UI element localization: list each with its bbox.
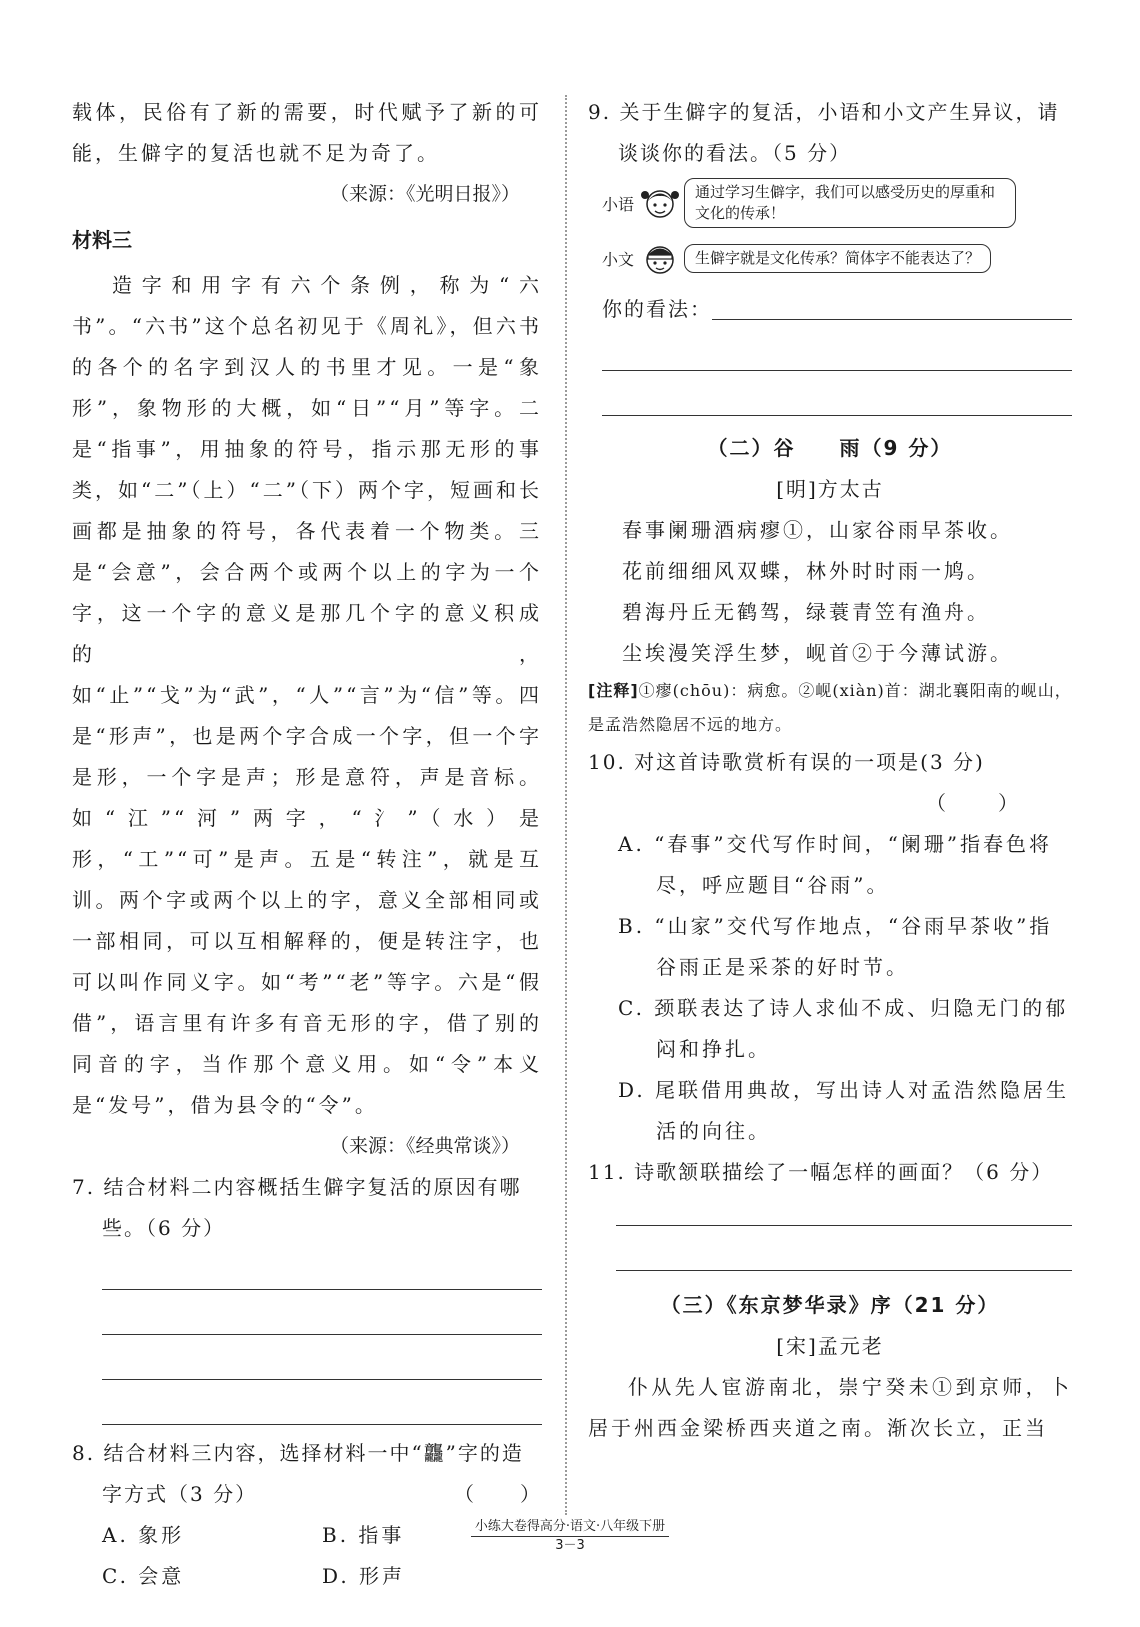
page-footer xyxy=(0,1518,1140,1555)
section3-author: [宋]孟元老 xyxy=(776,1334,884,1358)
question-7: 7. 结合材料二内容概括生僻字复活的原因有哪些。（6 分） xyxy=(72,1175,522,1240)
speaker-name: 小文 xyxy=(602,249,635,269)
q7-answer-area[interactable] xyxy=(72,1249,542,1425)
poem-line: 花前细细风双蝶，林外时时雨一鸠。 xyxy=(622,559,990,583)
page-number: 3－3 xyxy=(555,1538,585,1553)
section3-text: 仆从先人宦游南北，崇宁癸未①到京师，卜居于州西金梁桥西夹道之南。渐次长立，正当 xyxy=(588,1375,1072,1440)
dialog-xiaowen xyxy=(588,238,1072,278)
q8-option-d[interactable]: D. 形声 xyxy=(322,1564,406,1588)
question-8 xyxy=(72,1433,542,1515)
material3-source: （来源：《经典常谈》） xyxy=(329,1135,520,1157)
question-11: 11. 诗歌颔联描绘了一幅怎样的画面？（6 分） xyxy=(588,1160,1054,1184)
q10-answer-paren[interactable]: （ ） xyxy=(926,791,1022,815)
speech-bubble: 通过学习生僻字，我们可以感受历史的厚重和文化的传承！ xyxy=(684,178,1016,228)
question-10: 10. 对这首诗歌赏析有误的一项是(3 分) xyxy=(588,750,985,774)
girl-face-icon xyxy=(640,183,680,223)
poem-line: 春事阑珊酒病瘳①，山家谷雨早茶收。 xyxy=(622,518,1013,542)
q8-option-a[interactable]: A. 象形 xyxy=(102,1523,185,1547)
q11-answer-area[interactable] xyxy=(588,1193,1072,1271)
q10-option-b[interactable]: B. “山家”交代写作地点，“谷雨早茶收”指谷雨正是采茶的好时节。 xyxy=(618,914,1053,979)
speech-bubble: 生僻字就是文化传承？简体字不能表达了？ xyxy=(684,244,991,273)
material2-ending: 载体，民俗有了新的需要，时代赋予了新的可能，生僻字的复活也就不足为奇了。 xyxy=(72,100,542,165)
left-column xyxy=(72,92,542,1597)
section2-title: （二）谷 雨（9 分） xyxy=(707,436,953,460)
q8-options-row-2 xyxy=(72,1556,542,1597)
q8-option-c[interactable]: C. 会意 xyxy=(102,1564,185,1588)
material2-source: （来源：《光明日报》） xyxy=(329,183,520,205)
material3-heading: 材料三 xyxy=(72,228,132,252)
q10-option-c[interactable]: C. 颈联表达了诗人求仙不成、归隐无门的郁闷和挣扎。 xyxy=(618,996,1069,1061)
poem-line: 尘埃漫笑浮生梦，岘首②于今薄试游。 xyxy=(622,641,1013,665)
poem-notes xyxy=(588,674,1072,742)
speaker-name: 小语 xyxy=(602,194,635,214)
q8-answer-paren[interactable]: （ ） xyxy=(454,1482,542,1506)
poem-line: 碧海丹丘无鹤驾，绿蓑青笠有渔舟。 xyxy=(622,600,990,624)
your-view-label: 你的看法： xyxy=(602,297,712,321)
your-view-row xyxy=(588,292,1072,326)
q10-option-a[interactable]: A. “春事”交代写作时间，“阑珊”指春色将尽，呼应题目“谷雨”。 xyxy=(618,832,1053,897)
q8-option-b[interactable]: B. 指事 xyxy=(322,1523,405,1547)
notes-text: ①瘳(chōu)：病愈。②岘(xiàn)首：湖北襄阳南的岘山，是孟浩然隐居不远的地方。 xyxy=(588,681,1072,734)
boy-face-icon xyxy=(640,238,680,278)
right-column xyxy=(588,92,1072,1449)
material3-text: 造字和用字有六个条例，称为“六书”。“六书”这个总名初见于《周礼》，但六书的各个的名字到汉人的书里才见。一是“象形”，象物形的大概，如“日”“月”等字。二是“指事”，用抽象的符号，指示那无形的事类，如“二”（上）“二”（下）两个字，短画和长画都是抽象的符号，各代表着一个物类。三是“会意”，会合两个或两个以上的字为一个字，这一个字的意义是那几个字的意义积成的，如“止”“戈”为“武”，“人”“言”为“信”等。四是“形声”，也是两个字合成一个字，但一个字是形，一个字是声；形是意符，声是音标。如“江”“河”两字，“氵”（水）是形，“工”“可”是声。五是“转注”，就是互训。两个字或两个以上的字，意义全部相同或一部相同，可以互相解释的，便是转注字，也可以叫作同义字。如“考”“老”等字。六是“假借”，语言里有许多有音无形的字，借了别的同音的字，当作那个意义用。如“令”本义是“发号”，借为县令的“令”。 xyxy=(72,273,542,1117)
answer-line[interactable] xyxy=(712,319,1072,320)
section3-title: （三）《东京梦华录》序（21 分） xyxy=(660,1293,1000,1317)
notes-label: [注释] xyxy=(588,681,639,700)
dialog-xiaoyu xyxy=(588,178,1072,228)
section2-author: [明]方太古 xyxy=(776,477,884,501)
footer-title: 小练大卷得高分·语文·八年级下册 xyxy=(471,1518,669,1537)
question-8-text: 8. 结合材料三内容，选择材料一中“龘”字的造字方式（3 分） xyxy=(72,1441,524,1506)
column-divider xyxy=(565,95,567,1515)
q10-option-d[interactable]: D. 尾联借用典故，写出诗人对孟浩然隐居生活的向往。 xyxy=(618,1078,1070,1143)
question-9: 9. 关于生僻字的复活，小语和小文产生异议，请谈谈你的看法。（5 分） xyxy=(588,100,1060,165)
